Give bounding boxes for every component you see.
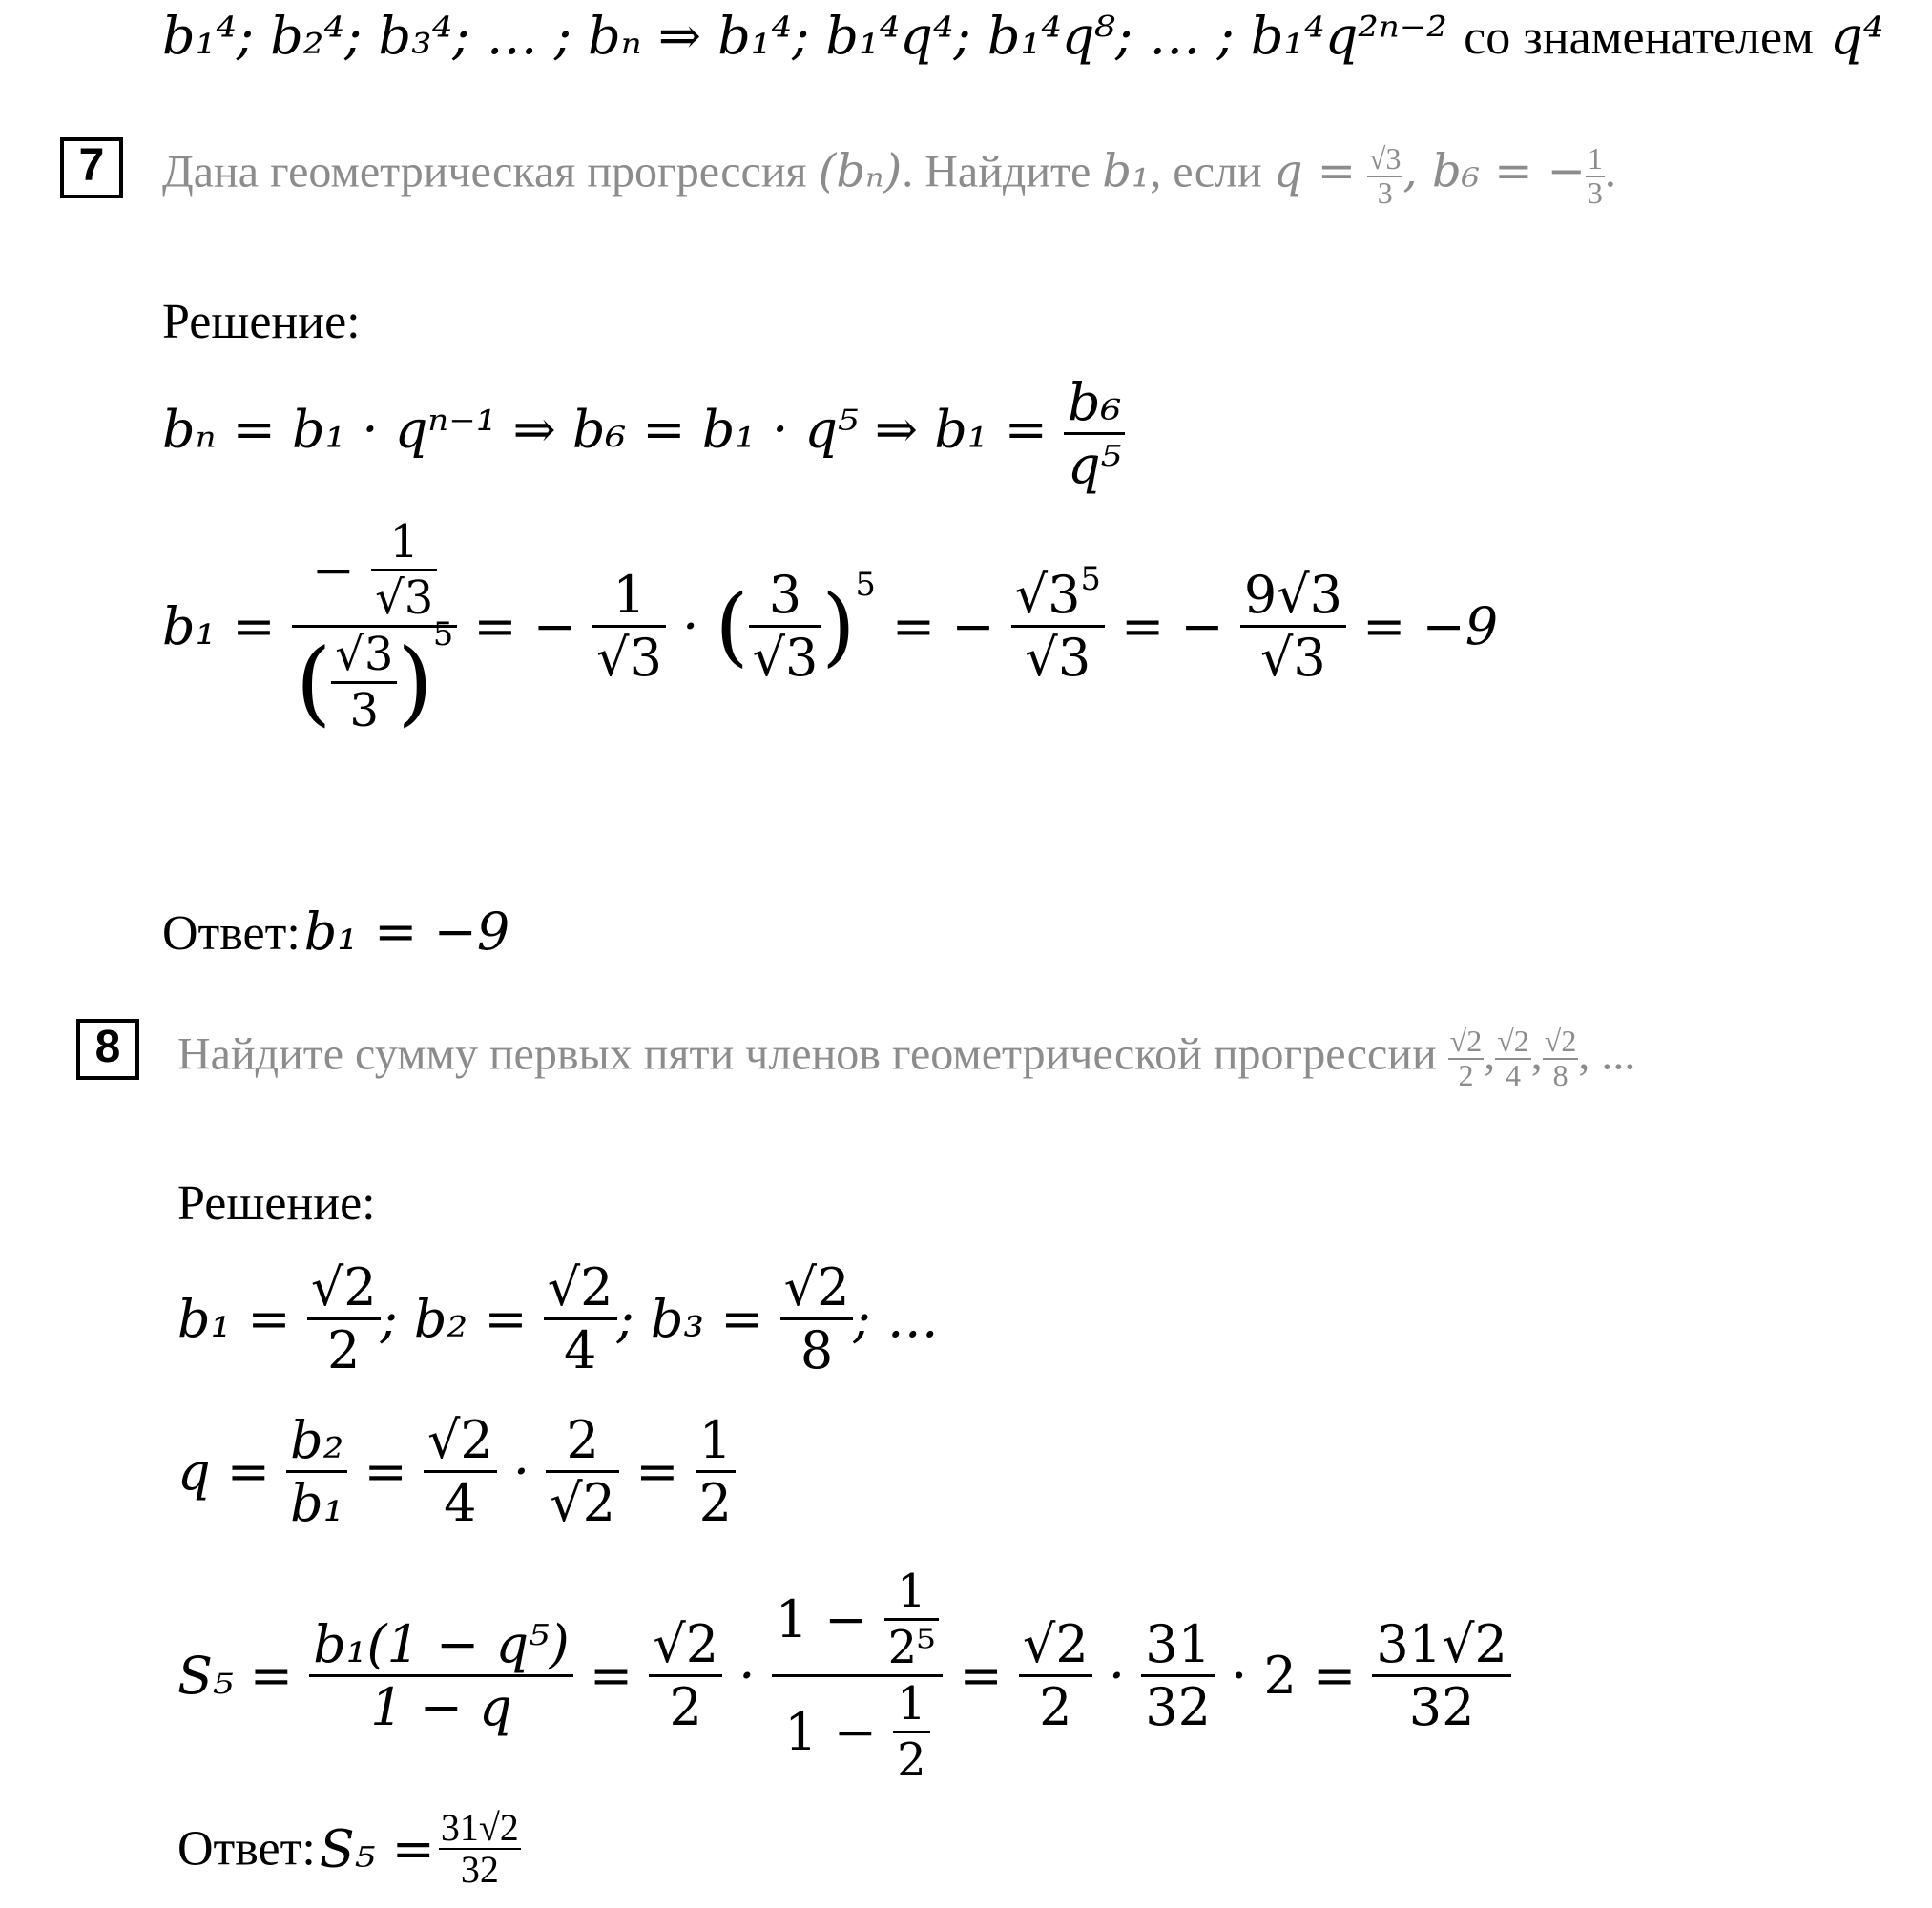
task-8-s-num6: 31√2: [1372, 1614, 1510, 1677]
task-8-s-eq: S₅ =: [177, 1646, 294, 1706]
task-7-step2-dot: ·: [682, 596, 699, 656]
task-8-q-den4: 2: [698, 1473, 732, 1533]
task-8-q-fraction4: [696, 1410, 736, 1533]
task-8-q-num4: 1: [696, 1410, 736, 1473]
task-8-q-den1: b₁: [290, 1473, 344, 1533]
task-8-answer-den: 32: [460, 1848, 499, 1891]
task-7-line2-inner-num: 1: [371, 515, 437, 571]
task-8-answer-num: 31√2: [440, 1806, 519, 1849]
task-8-s-num4: √2: [1019, 1614, 1092, 1677]
task-7-q-den: 3: [1377, 175, 1393, 210]
task-7-line2-denominator: ( $\frac{√3}{3}$ )$^5$: [295, 614, 454, 737]
task-7-line2-den-num: √3: [331, 628, 397, 684]
task-7-step3-num: √3: [1014, 565, 1081, 625]
task-8-b1-eq: b₁ =: [177, 1289, 291, 1349]
task-8-b3-eq: ; b₃ =: [616, 1289, 764, 1349]
task-8-b1-den: 2: [327, 1320, 361, 1380]
task-7-line2-inner-den: √3: [375, 571, 434, 625]
task-8-q-den2: 4: [444, 1473, 477, 1533]
task-7-b6-num: 1: [1587, 141, 1603, 176]
task-8-s-fraction5: [1141, 1614, 1215, 1737]
task-8-s-num1: b₁(1 − q⁵): [309, 1614, 573, 1677]
task-8-b2-den: 4: [563, 1320, 597, 1380]
task-8-s-big-num-fraction: [884, 1565, 940, 1674]
task-8-s-num5: 31: [1141, 1614, 1215, 1677]
task-8-answer-fraction: [439, 1808, 521, 1890]
task-8-term1-num: √2: [1449, 1024, 1483, 1058]
top-formula: b₁⁴; b₂⁴; b₃⁴; … ; bₙ ⇒ b₁⁴; b₁⁴q⁴; b₁⁴q⁸; … ; b₁⁴q²ⁿ⁻²: [162, 6, 1447, 66]
task-8-q-fraction3: [546, 1410, 619, 1533]
task-8-s-fraction2: [649, 1614, 722, 1737]
task-8-s-den2: 2: [669, 1677, 702, 1737]
task-8-term2-num: √2: [1497, 1024, 1529, 1058]
task-7-seq: (bₙ): [818, 144, 903, 198]
task-7-step2-paren-fraction: [749, 565, 822, 688]
task-7-step3-numerator: [1011, 559, 1105, 628]
task-7-answer-value: b₁ = −9: [303, 902, 510, 962]
task-7-step2-paren-num: 3: [749, 565, 822, 628]
task-7-line2: b₁ = − $\frac{1}{√3}$ ( $\frac{√3}{3}$ )$^5$ = − $\frac{1}{√3}$ · ( $\frac{3}{√3}$ )$^5$ = − $\frac{√3^5}{√3}$ = − $\frac{9√3}{√3}$ = −9: [162, 515, 1499, 737]
task-7-line1-num: b₆: [1064, 372, 1125, 435]
task-7-step3-sign: = −: [891, 596, 995, 656]
task-7-solution-label: Решение:: [162, 295, 361, 349]
task-7-line2-power: 5: [432, 614, 454, 653]
task-8-s-den6: 32: [1408, 1677, 1475, 1737]
task-7-line1-fraction: [1064, 372, 1125, 495]
task-7-step3-power: 5: [1080, 559, 1101, 597]
task-7-answer: [162, 902, 509, 962]
task-7-step5: = −9: [1362, 596, 1499, 656]
task-8-statement: [177, 1026, 1635, 1091]
task-8-s-dot2: ·: [1108, 1646, 1126, 1706]
task-8-ellipsis: , ...: [1578, 1028, 1636, 1080]
task-8-s-den5: 32: [1145, 1677, 1211, 1737]
task-7-line2-minus: −: [311, 540, 355, 600]
task-8-term1: [1448, 1026, 1485, 1091]
task-7-step2-den: √3: [596, 628, 662, 688]
task-7-if: , если: [1150, 146, 1262, 197]
task-7-step2-paren-den: √3: [752, 628, 819, 688]
task-8-term3: [1543, 1026, 1579, 1091]
task-8-b2-fraction: [544, 1257, 617, 1380]
top-formula-line: [162, 6, 1883, 66]
task-7-b6-fraction: [1586, 143, 1605, 209]
task-8-text: Найдите сумму первых пяти членов геометрической прогрессии: [177, 1028, 1437, 1080]
task-8-q-dot: ·: [512, 1441, 530, 1502]
task-8-s-times2: · 2 =: [1231, 1646, 1357, 1706]
task-8-term3-num: √2: [1544, 1024, 1577, 1058]
task-8-answer-lhs: S₅ =: [319, 1818, 435, 1879]
task-8-sep2: ,: [1530, 1028, 1543, 1080]
task-8-q-fraction1: [286, 1410, 347, 1533]
task-8-s-fraction4: [1019, 1614, 1092, 1737]
task-8-q-eq2: =: [364, 1441, 407, 1502]
task-8-s-big-numerator: [772, 1565, 944, 1677]
task-8-b2-num: √2: [544, 1257, 617, 1320]
task-8-s-dot: ·: [738, 1646, 756, 1706]
task-8-s-big-num-d: 2⁵: [887, 1621, 936, 1674]
task-8-b-tail: ; …: [853, 1289, 939, 1349]
task-7-statement: [162, 143, 1616, 209]
task-7-q-eq: q =: [1273, 144, 1356, 198]
task-8-q-eq3: =: [635, 1441, 679, 1502]
task-8-q-fraction2: [424, 1410, 497, 1533]
task-8-s-big-num-n: 1: [884, 1565, 940, 1621]
task-8-b3-den: 8: [800, 1320, 834, 1380]
task-8-s-den1: 1 − q: [370, 1677, 512, 1737]
task-8-term1-den: 2: [1458, 1057, 1474, 1092]
task-8-b3-fraction: [780, 1257, 854, 1380]
task-8-s-big-fraction: [772, 1565, 944, 1787]
task-8-s-eq3: =: [959, 1646, 1003, 1706]
task-8-solution-label: Решение:: [177, 1176, 376, 1231]
task-7-step4-num: 9√3: [1240, 565, 1346, 628]
task-8-s-big-den-n: 1: [893, 1677, 930, 1733]
task-7-text: Дана геометрическая прогрессия: [162, 146, 807, 197]
task-8-q-num3: 2: [546, 1410, 619, 1473]
task-7-b1: b₁: [1102, 144, 1151, 198]
task-7-line2-numerator: [292, 515, 457, 628]
task-7-q-fraction: [1367, 143, 1403, 209]
task-8-q-num2: √2: [424, 1410, 497, 1473]
task-7-end: .: [1604, 146, 1616, 197]
task-8-s-fraction1: [309, 1614, 573, 1737]
task-8-term2: [1495, 1026, 1531, 1091]
task-7-line2-lhs: b₁ =: [162, 596, 276, 656]
task-8-b3-num: √2: [780, 1257, 854, 1320]
task-7-q-num: √3: [1368, 141, 1402, 176]
task-7-find: . Найдите: [902, 146, 1091, 197]
task-7-line2-big-fraction: [292, 515, 457, 737]
task-8-s-big-den-d: 2: [897, 1733, 926, 1787]
task-7-line1-den: q⁵: [1068, 435, 1122, 495]
task-7-step2-fraction: [592, 565, 666, 688]
task-8-line1: [177, 1257, 939, 1380]
task-8-b1-fraction: [307, 1257, 381, 1380]
task-7-step2-power: 5: [855, 565, 876, 603]
task-7-step4-fraction: [1240, 565, 1346, 688]
task-7-step3-fraction: [1011, 559, 1105, 688]
task-7-step3-den: √3: [1025, 628, 1091, 688]
task-8-q-eq: q =: [177, 1441, 270, 1502]
task-8-s-eq2: =: [589, 1646, 634, 1706]
top-formula-tail: q⁴: [1830, 6, 1884, 66]
task-8-term3-den: 8: [1552, 1057, 1568, 1092]
task-8-s-num2: √2: [649, 1614, 722, 1677]
task-7-line2-den-den: 3: [349, 684, 380, 737]
task-8-s-big-den-pre: 1 −: [784, 1702, 877, 1762]
task-7-line2-den-fraction: [331, 628, 397, 737]
task-8-s-big-denominator: [772, 1677, 944, 1787]
task-8-q-num1: b₂: [286, 1410, 347, 1473]
task-7-step2-num: 1: [592, 565, 666, 628]
task-7-line1-formula: bₙ = b₁ · qⁿ⁻¹ ⇒ b₆ = b₁ · q⁵ ⇒ b₁ =: [162, 399, 1048, 460]
task-8-answer: [177, 1808, 521, 1890]
task-7-b6-den: 3: [1587, 175, 1603, 210]
task-8-line3: [177, 1565, 1511, 1787]
task-8-term2-den: 4: [1506, 1057, 1522, 1092]
task-7-line2-inner-fraction: [371, 515, 437, 625]
task-8-number: 8: [76, 1019, 139, 1080]
task-7-step4-sign: = −: [1121, 596, 1224, 656]
task-8-q-den3: √2: [550, 1473, 616, 1533]
task-8-s-big-num-pre: 1 −: [775, 1589, 868, 1649]
task-8-line2: [177, 1410, 736, 1533]
task-8-answer-label: Ответ:: [177, 1821, 316, 1877]
task-7-step2-sign: = −: [473, 596, 576, 656]
task-8-b2-eq: ; b₂ =: [380, 1289, 528, 1349]
task-7-answer-label: Ответ:: [162, 906, 301, 961]
task-7-b6-eq: , b₆ = −: [1402, 144, 1586, 198]
task-7-line1: [162, 372, 1125, 495]
task-8-sep1: ,: [1484, 1028, 1496, 1080]
task-8-s-fraction6: [1372, 1614, 1510, 1737]
task-8-b1-num: √2: [307, 1257, 381, 1320]
task-7-number: 7: [60, 137, 123, 198]
top-formula-text: со знаменателем: [1464, 10, 1814, 65]
task-8-s-big-den-fraction: [893, 1677, 930, 1787]
task-8-s-den4: 2: [1039, 1677, 1072, 1737]
task-7-step4-den: √3: [1260, 628, 1326, 688]
